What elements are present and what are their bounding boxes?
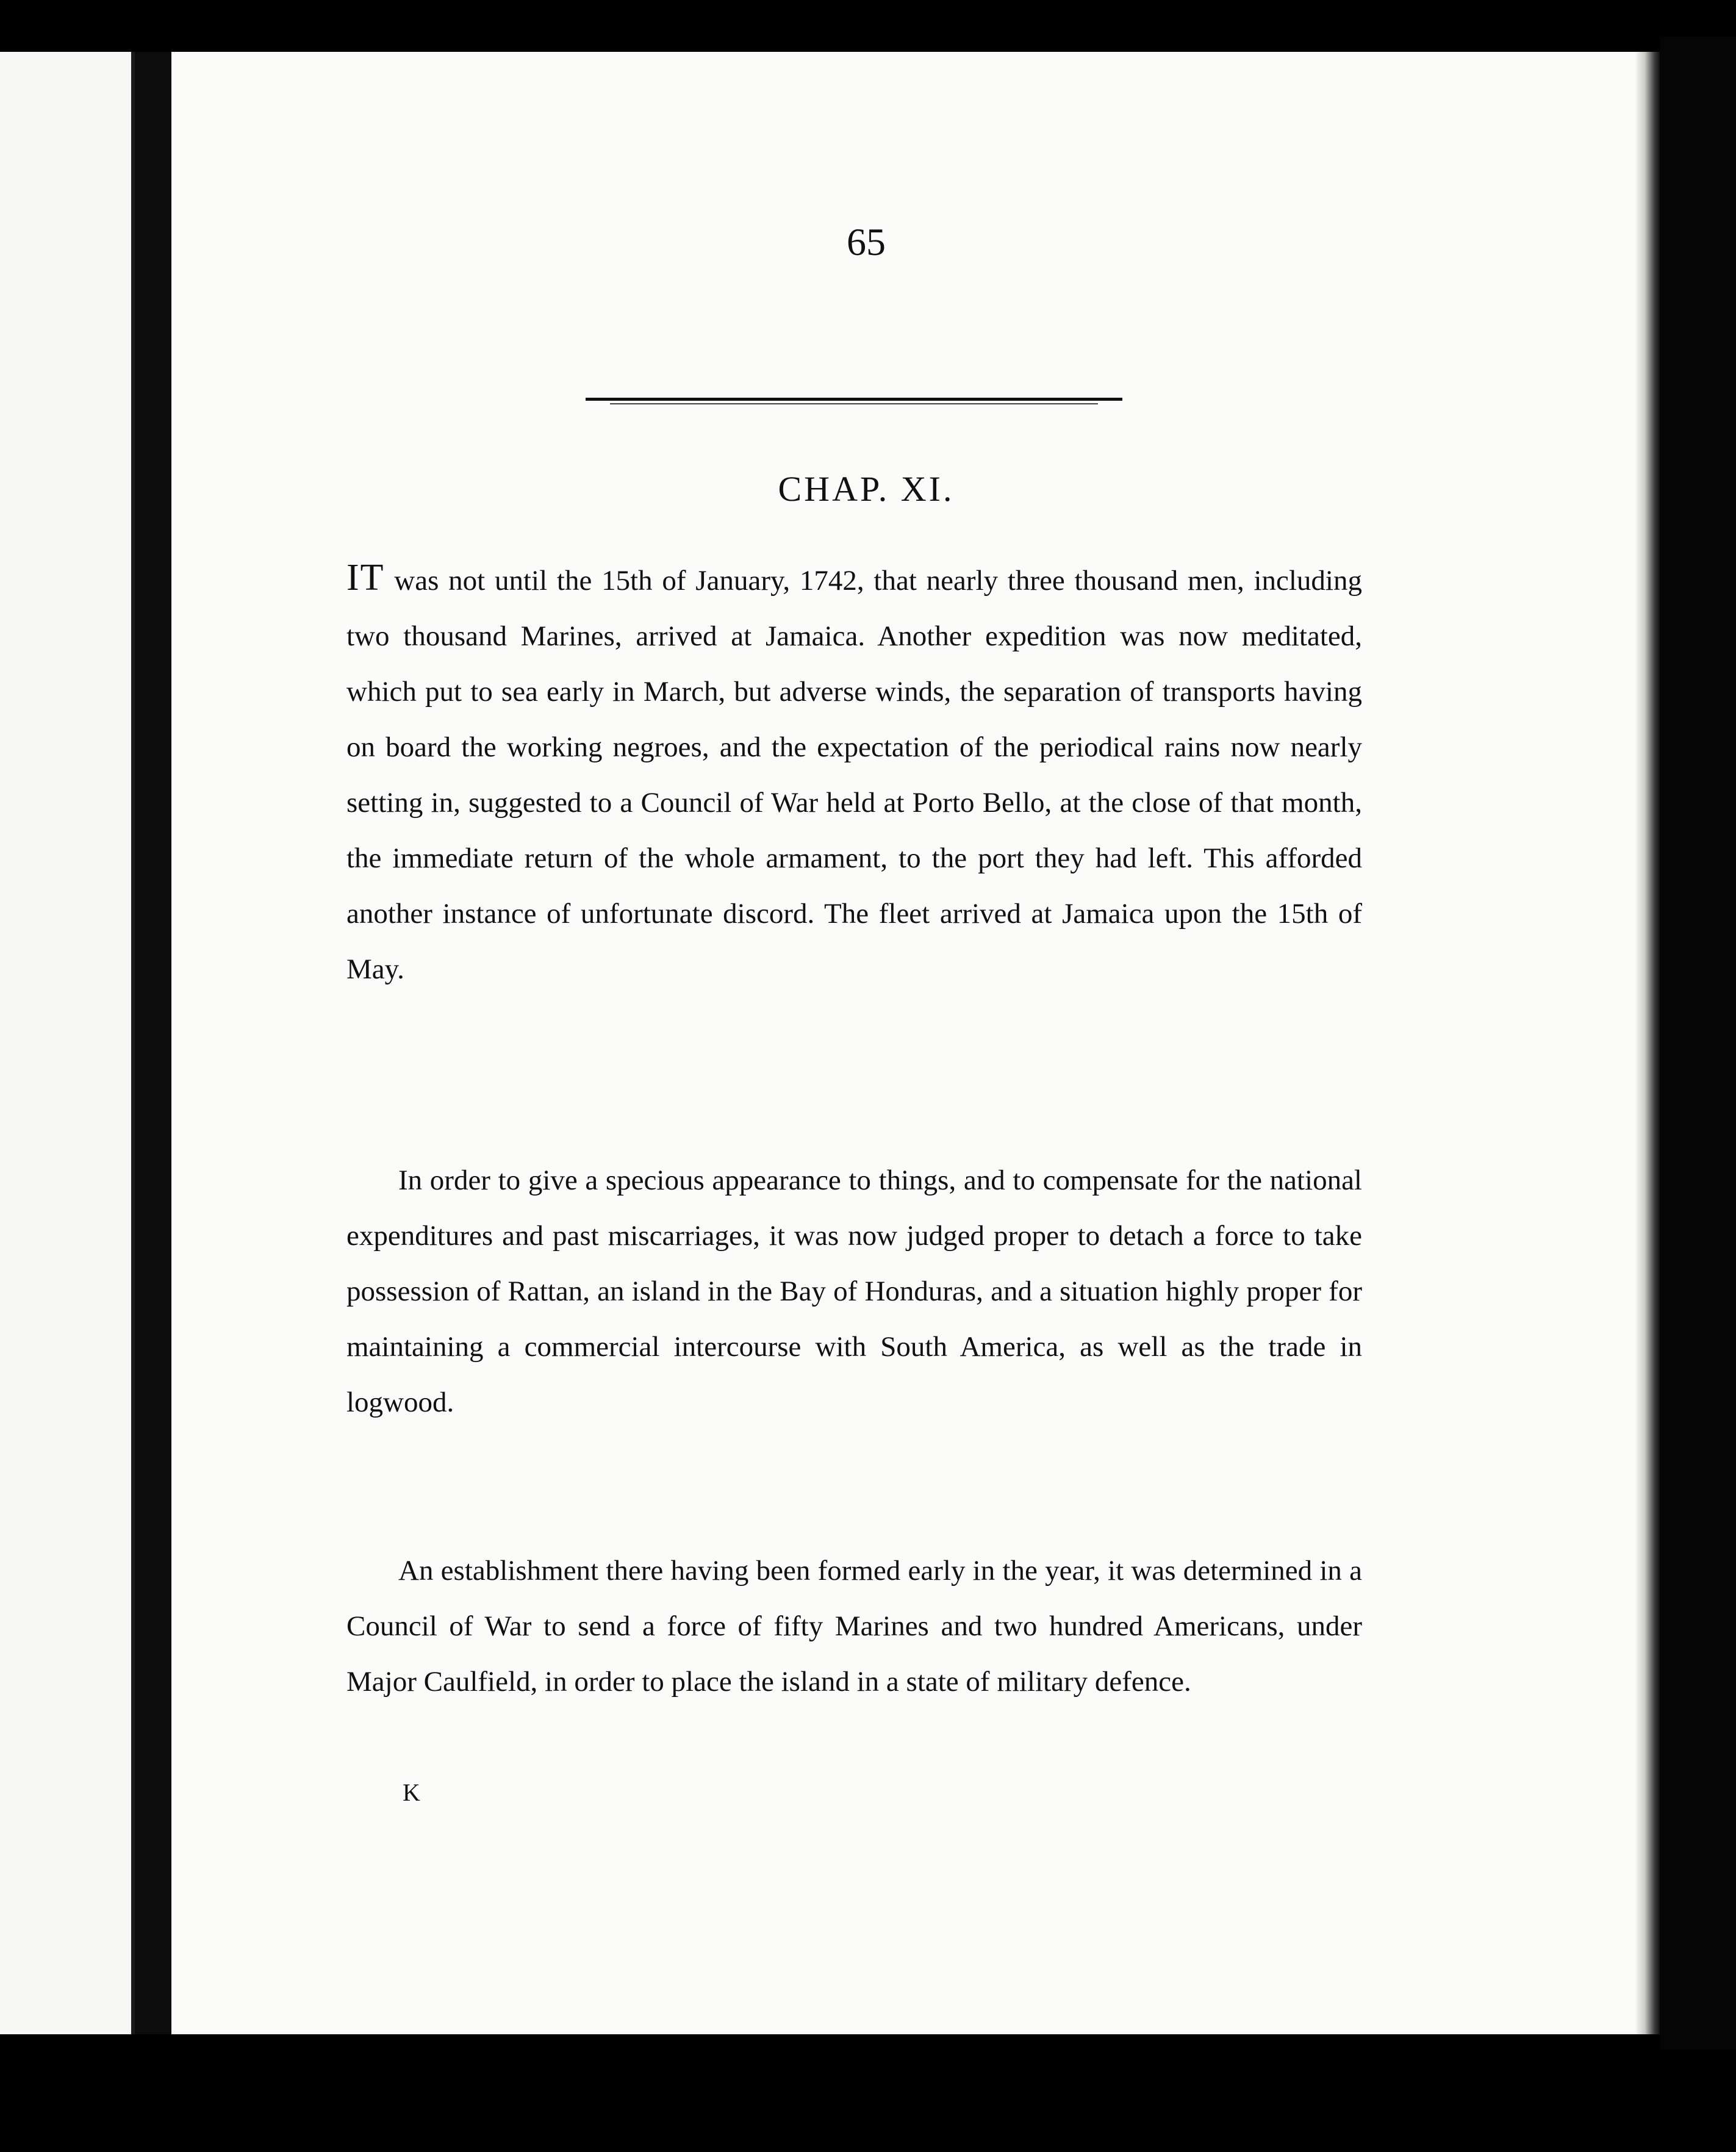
signature-mark: K [403, 1779, 420, 1806]
chapter-rule [586, 398, 1122, 405]
facing-page-edge [0, 52, 135, 2034]
chapter-heading: CHAP. XI. [778, 469, 955, 509]
book-page [171, 52, 1660, 2034]
paragraph-1-text: was not until the 15th of January, 1742, that nearly three thousand men, including two thousand Marines, arrived at Jamaica. Another expedition was now meditated, which put to sea early in March, but adverse winds, the separation of transports having on board the working negroes, and the expectation of the periodical rains now nearly setting in, suggested to a Council of War held at Porto Bello, at the close of that month, the immediate return of the whole armament, to the port they had left. This afforded another instance of unfortunate discord. The fleet arrived at Jamaica upon the 15th of May. [346, 565, 1362, 985]
paragraph-1 [346, 550, 1362, 997]
paragraph-2: In order to give a specious appearance to things, and to compensate for the national expenditures and past miscarriages, it was now judged proper to detach a force to take possession of Rattan, an island in the Bay of Honduras, and a situation highly proper for maintaining a commercial intercourse with South America, as well as the trade in logwood. [346, 1164, 1362, 1418]
paragraph-3: An establishment there having been formed early in the year, it was determined in a Council of War to send a force of fifty Marines and two hundred Americans, under Major Caulfield, in order to place the island in a state of military defence. [346, 1555, 1362, 1698]
scan-border [1660, 37, 1736, 2050]
page-edge-shadow [1635, 52, 1660, 2034]
book-gutter [135, 52, 171, 2034]
drop-cap: IT [346, 557, 385, 598]
page-number: 65 [847, 220, 886, 264]
